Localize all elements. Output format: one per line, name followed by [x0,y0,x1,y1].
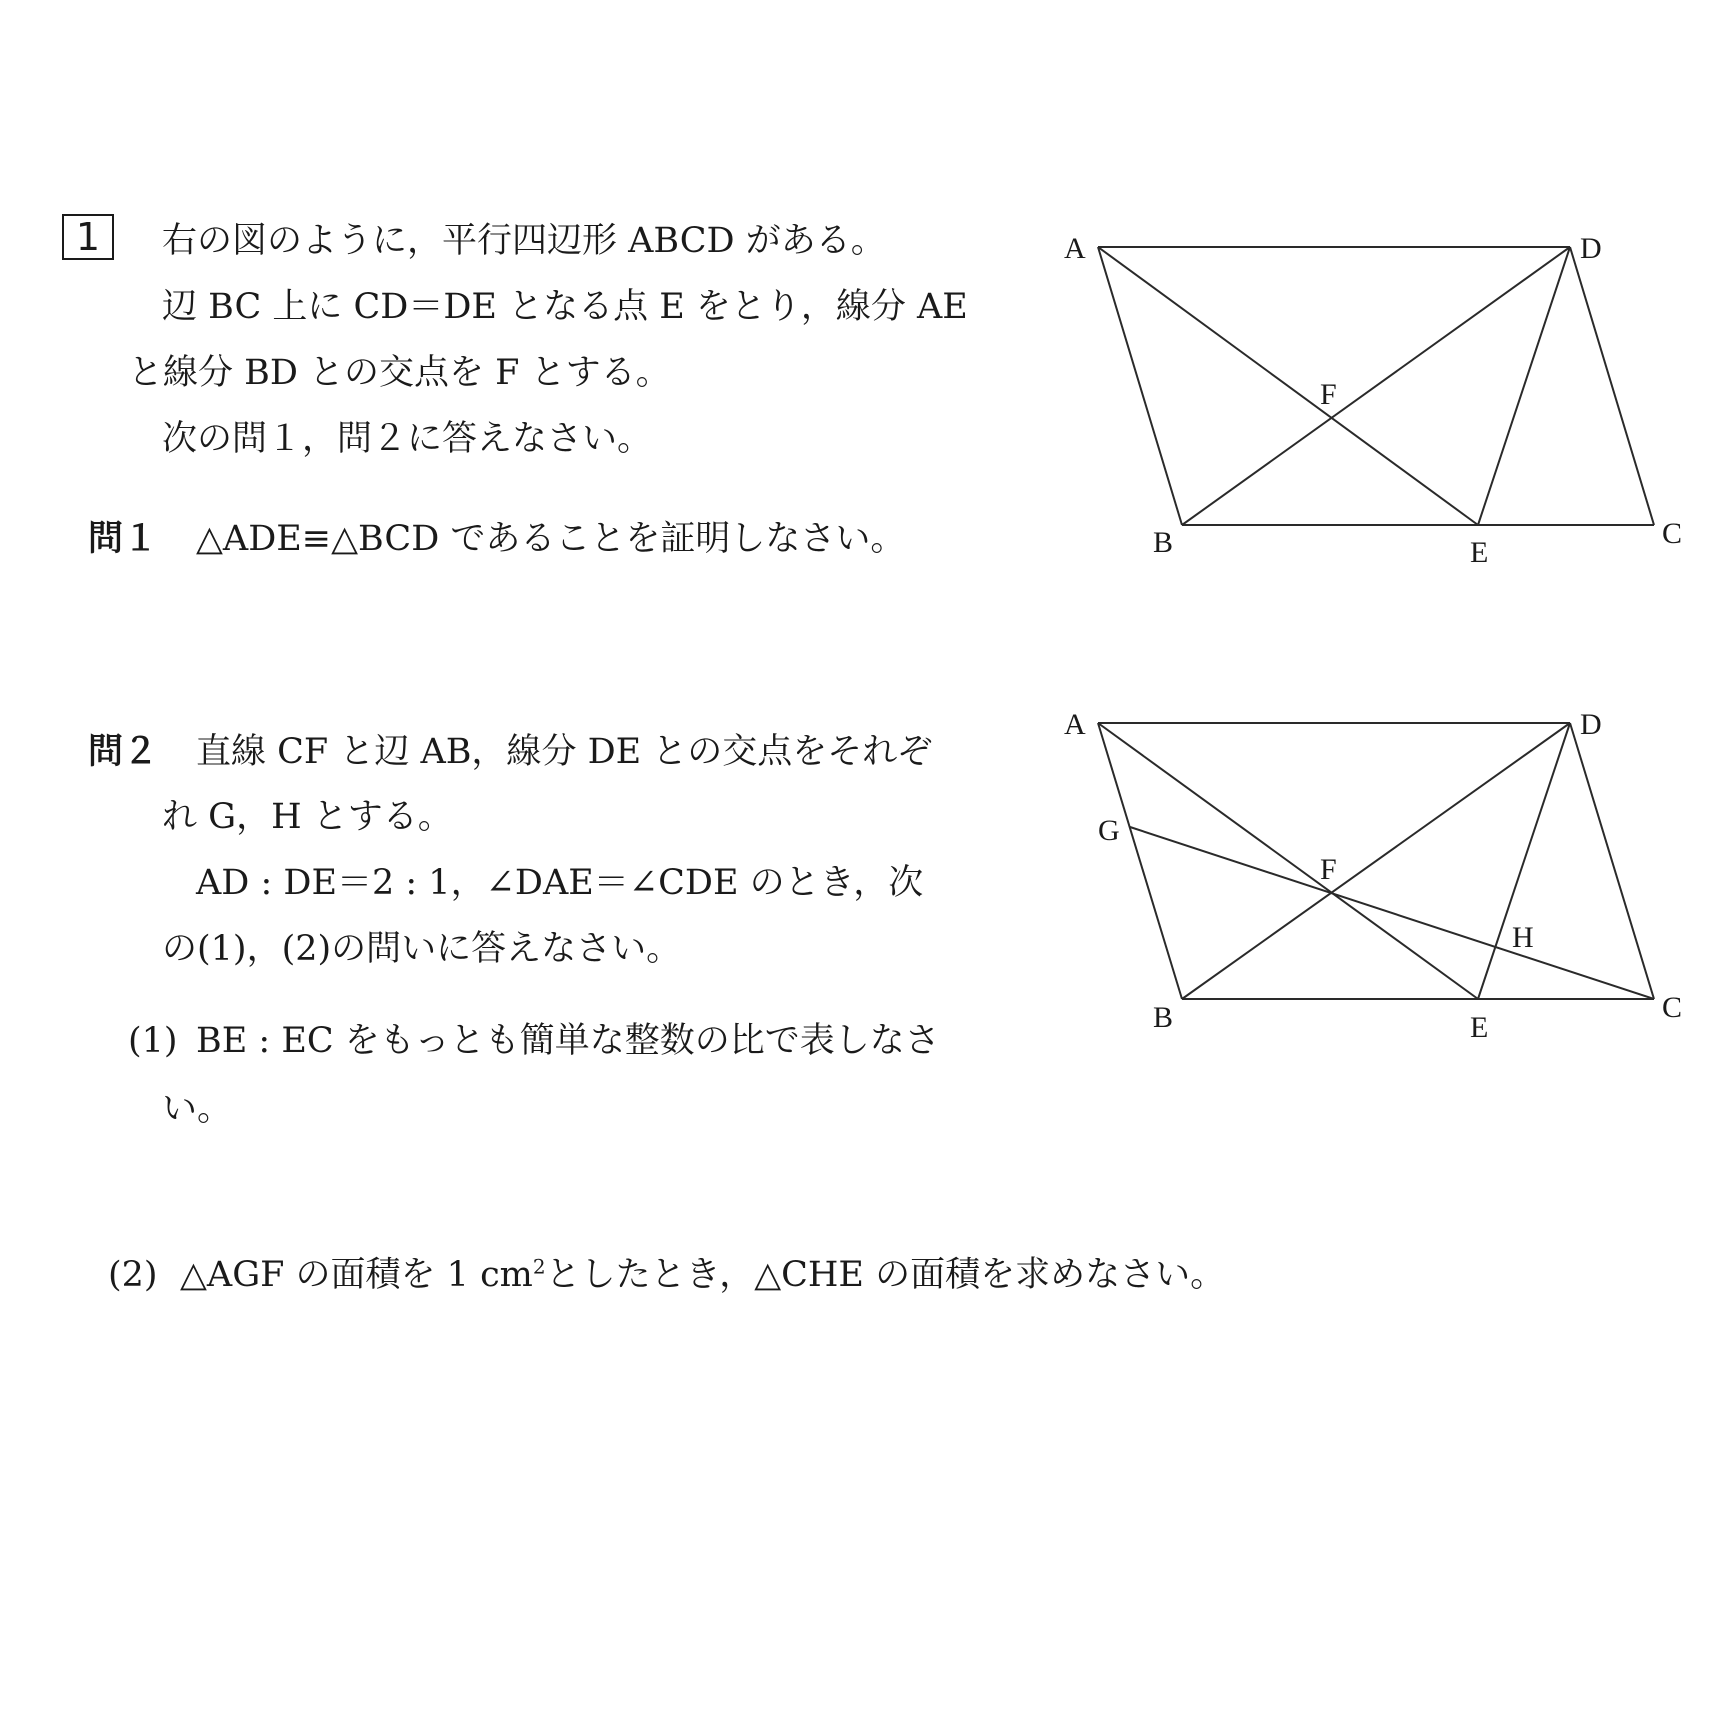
intro-line-1: 右の図のように，平行四辺形 ABCD がある。 [162,221,886,261]
fig2-label-G: G [1098,814,1120,847]
fig2-label-B: B [1153,1001,1174,1034]
q2-line-2: れ G，H とする。 [162,797,453,837]
q2-line-3: AD : DE＝2 : 1，∠DAE＝∠CDE のとき，次 [196,863,924,903]
fig2-segment-GC [1130,827,1654,999]
fig2-label-E: E [1470,1011,1489,1044]
fig2-segment-AB [1098,723,1182,999]
figure-1 [1064,232,1682,569]
q2-sub1-line-1: BE : EC をもっとも簡単な整数の比で表しなさ [196,1021,940,1061]
q1-text: △ADE≡△BCD であることを証明しなさい。 [196,519,906,559]
q1-label: 問１ [88,519,159,559]
q2-sub2-label: (2) [108,1255,158,1295]
q2-label: 問２ [88,732,159,772]
fig1-label-F: F [1320,378,1337,411]
fig2-label-A: A [1064,708,1086,741]
intro-line-3: と線分 BD との交点を F とする。 [128,353,671,393]
q2-sub2-text-b: としたとき，△CHE の面積を求めなさい。 [545,1255,1226,1295]
fig1-segment-AB [1098,247,1182,525]
fig1-label-D: D [1580,232,1602,265]
q2-line-1: 直線 CF と辺 AB，線分 DE との交点をそれぞ [196,732,933,772]
fig2-label-H: H [1512,921,1534,954]
fig2-segment-DC [1570,723,1654,999]
fig1-label-E: E [1470,536,1489,569]
fig1-label-C: C [1662,517,1683,550]
q2-sub1-label: (1) [128,1021,178,1061]
fig2-segment-AE [1098,723,1478,999]
figure-2 [1064,708,1682,1044]
fig1-segment-DC [1570,247,1654,525]
intro-line-4: 次の問１，問２に答えなさい。 [162,419,653,459]
fig2-segment-BD [1182,723,1570,999]
q2-sub1-line-2: い。 [162,1089,233,1129]
fig1-label-B: B [1153,526,1174,559]
fig2-label-C: C [1662,991,1683,1024]
fig2-label-D: D [1580,708,1602,741]
q2-sub2-text-a: △AGF の面積を 1 cm [180,1255,533,1295]
intro-line-2: 辺 BC 上に CD＝DE となる点 E をとり，線分 AE [162,287,968,327]
fig1-label-A: A [1064,232,1086,265]
fig1-segment-BD [1182,247,1570,525]
q2-sub2-superscript: 2 [532,1254,546,1279]
fig1-segment-AE [1098,247,1478,525]
fig1-segment-DE [1478,247,1570,525]
q2-line-4: の(1)，(2)の問いに答えなさい。 [162,929,682,969]
fig2-segment-DE [1478,723,1570,999]
fig2-label-F: F [1320,853,1337,886]
problem-number: 1 [75,215,101,259]
